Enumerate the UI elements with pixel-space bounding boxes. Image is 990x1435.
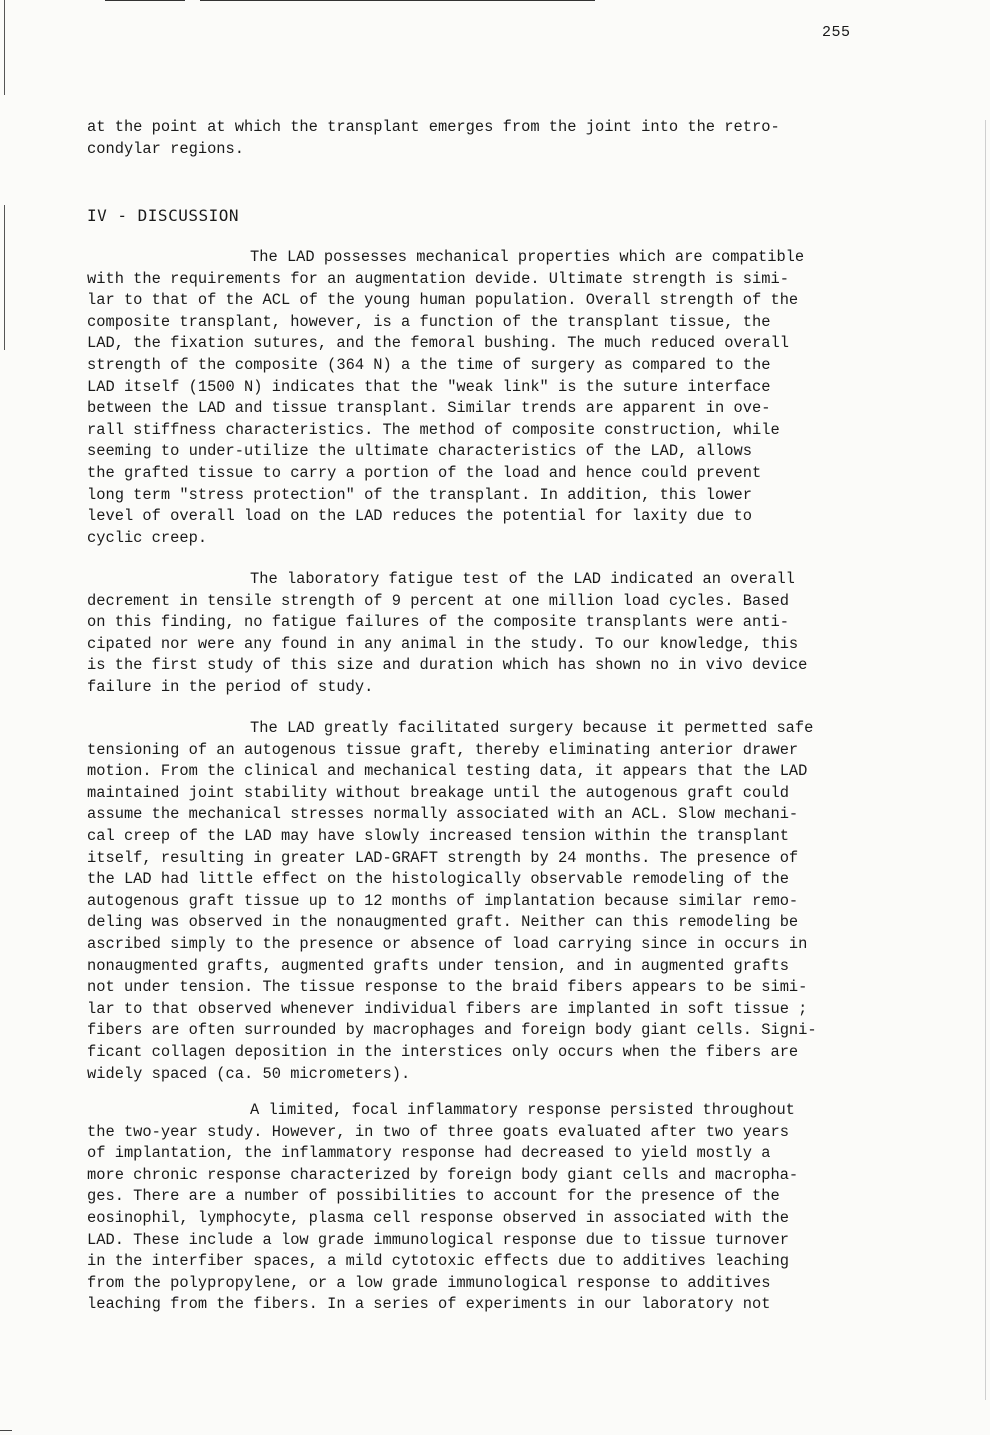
- text-line: more chronic response characterized by foreign body giant cells and macropha-: [87, 1165, 799, 1184]
- paragraph-3: [87, 718, 907, 1085]
- text-line: rall stiffness characteristics. The method of composite construction, while: [87, 420, 780, 439]
- text-line: nonaugmented grafts, augmented grafts under tension, and in augmented grafts: [87, 956, 789, 975]
- text-line: decrement in tensile strength of 9 percent at one million load cycles. Based: [87, 591, 789, 610]
- text-line: is the first study of this size and duration which has shown no in vivo device: [87, 656, 808, 675]
- text-line: The LAD possesses mechanical properties which are compatible: [250, 248, 805, 266]
- text-line: itself, resulting in greater LAD-GRAFT strength by 24 months. The presence of: [87, 848, 799, 867]
- text-line: of implantation, the inflammatory response had decreased to yield mostly a: [87, 1144, 771, 1163]
- text-line: condylar regions.: [87, 139, 245, 158]
- text-line: from the polypropylene, or a low grade immunological response to additives: [87, 1273, 771, 1292]
- text-line: fibers are often surrounded by macrophages and foreign body giant cells. Signi-: [87, 1021, 817, 1040]
- text-line: widely spaced (ca. 50 micrometers).: [87, 1064, 411, 1083]
- top-rule-left: [105, 0, 185, 1]
- text-line: between the LAD and tissue transplant. Similar trends are apparent in ove-: [87, 399, 771, 418]
- section-heading: IV - DISCUSSION: [87, 206, 239, 225]
- text-line: lar to that observed whenever individual fibers are implanted in soft tissue ;: [87, 999, 808, 1018]
- page-number: 255: [822, 24, 851, 41]
- bottom-left-mark: [0, 1430, 12, 1431]
- text-line: not under tension. The tissue response to the braid fibers appears to be simi-: [87, 978, 808, 997]
- left-scan-edge: [4, 0, 5, 95]
- text-line: with the requirements for an augmentation devide. Ultimate strength is simi-: [87, 269, 789, 288]
- intro-paragraph: [87, 117, 907, 160]
- text-line: LAD itself (1500 N) indicates that the "weak link" is the suture interface: [87, 377, 771, 396]
- text-line: deling was observed in the nonaugmented graft. Neither can this remodeling be: [87, 913, 799, 932]
- text-line: level of overall load on the LAD reduces the potential for laxity due to: [87, 507, 752, 526]
- text-line: in the interfiber spaces, a mild cytotoxic effects due to additives leaching: [87, 1252, 789, 1271]
- text-line: on this finding, no fatigue failures of the composite transplants were anti-: [87, 613, 789, 632]
- top-rule-right: [200, 0, 595, 1]
- text-line: ascribed simply to the presence or absence of load carrying since in occurs in: [87, 934, 808, 953]
- text-line: leaching from the fibers. In a series of experiments in our laboratory not: [87, 1295, 771, 1314]
- text-line: long term "stress protection" of the transplant. In addition, this lower: [87, 485, 752, 504]
- text-line: ges. There are a number of possibilities to account for the presence of the: [87, 1187, 780, 1206]
- text-line: the two-year study. However, in two of three goats evaluated after two years: [87, 1122, 789, 1141]
- text-line: The LAD greatly facilitated surgery because it permetted safe: [250, 719, 814, 737]
- text-line: tensioning of an autogenous tissue graft, thereby eliminating anterior drawer: [87, 740, 799, 759]
- text-line: cyclic creep.: [87, 528, 208, 547]
- text-line: the LAD had little effect on the histologically observable remodeling of the: [87, 870, 789, 889]
- text-line: maintained joint stability without breakage until the autogenous graft could: [87, 783, 789, 802]
- text-line: composite transplant, however, is a function of the transplant tissue, the: [87, 312, 771, 331]
- text-line: A limited, focal inflammatory response persisted throughout: [250, 1101, 795, 1119]
- text-line: eosinophil, lymphocyte, plasma cell response observed in associated with the: [87, 1208, 789, 1227]
- paragraph-4: [87, 1100, 907, 1316]
- paragraph-1: [87, 247, 907, 549]
- left-scan-edge-lower: [4, 205, 5, 350]
- text-line: autogenous graft tissue up to 12 months of implantation because similar remo-: [87, 891, 799, 910]
- text-line: cipated nor were any found in any animal in the study. To our knowledge, this: [87, 634, 799, 653]
- text-line: lar to that of the ACL of the young human population. Overall strength of the: [87, 291, 799, 310]
- text-line: ficant collagen deposition in the interstices only occurs when the fibers are: [87, 1042, 799, 1061]
- text-line: failure in the period of study.: [87, 677, 374, 696]
- text-line: the grafted tissue to carry a portion of the load and hence could prevent: [87, 463, 762, 482]
- text-line: The laboratory fatigue test of the LAD indicated an overall: [250, 570, 795, 588]
- text-line: LAD, the fixation sutures, and the femoral bushing. The much reduced overall: [87, 334, 789, 353]
- text-line: seeming to under-utilize the ultimate characteristics of the LAD, allows: [87, 442, 752, 461]
- text-line: LAD. These include a low grade immunological response due to tissue turnover: [87, 1230, 789, 1249]
- text-line: assume the mechanical stresses normally associated with an ACL. Slow mechani-: [87, 805, 799, 824]
- text-line: motion. From the clinical and mechanical testing data, it appears that the LAD: [87, 762, 808, 781]
- text-line: at the point at which the transplant emerges from the joint into the retro-: [87, 118, 780, 136]
- text-line: cal creep of the LAD may have slowly increased tension within the transplant: [87, 826, 789, 845]
- text-line: strength of the composite (364 N) a the time of surgery as compared to the: [87, 355, 771, 374]
- paragraph-2: [87, 569, 907, 699]
- right-scan-edge: [985, 120, 986, 1400]
